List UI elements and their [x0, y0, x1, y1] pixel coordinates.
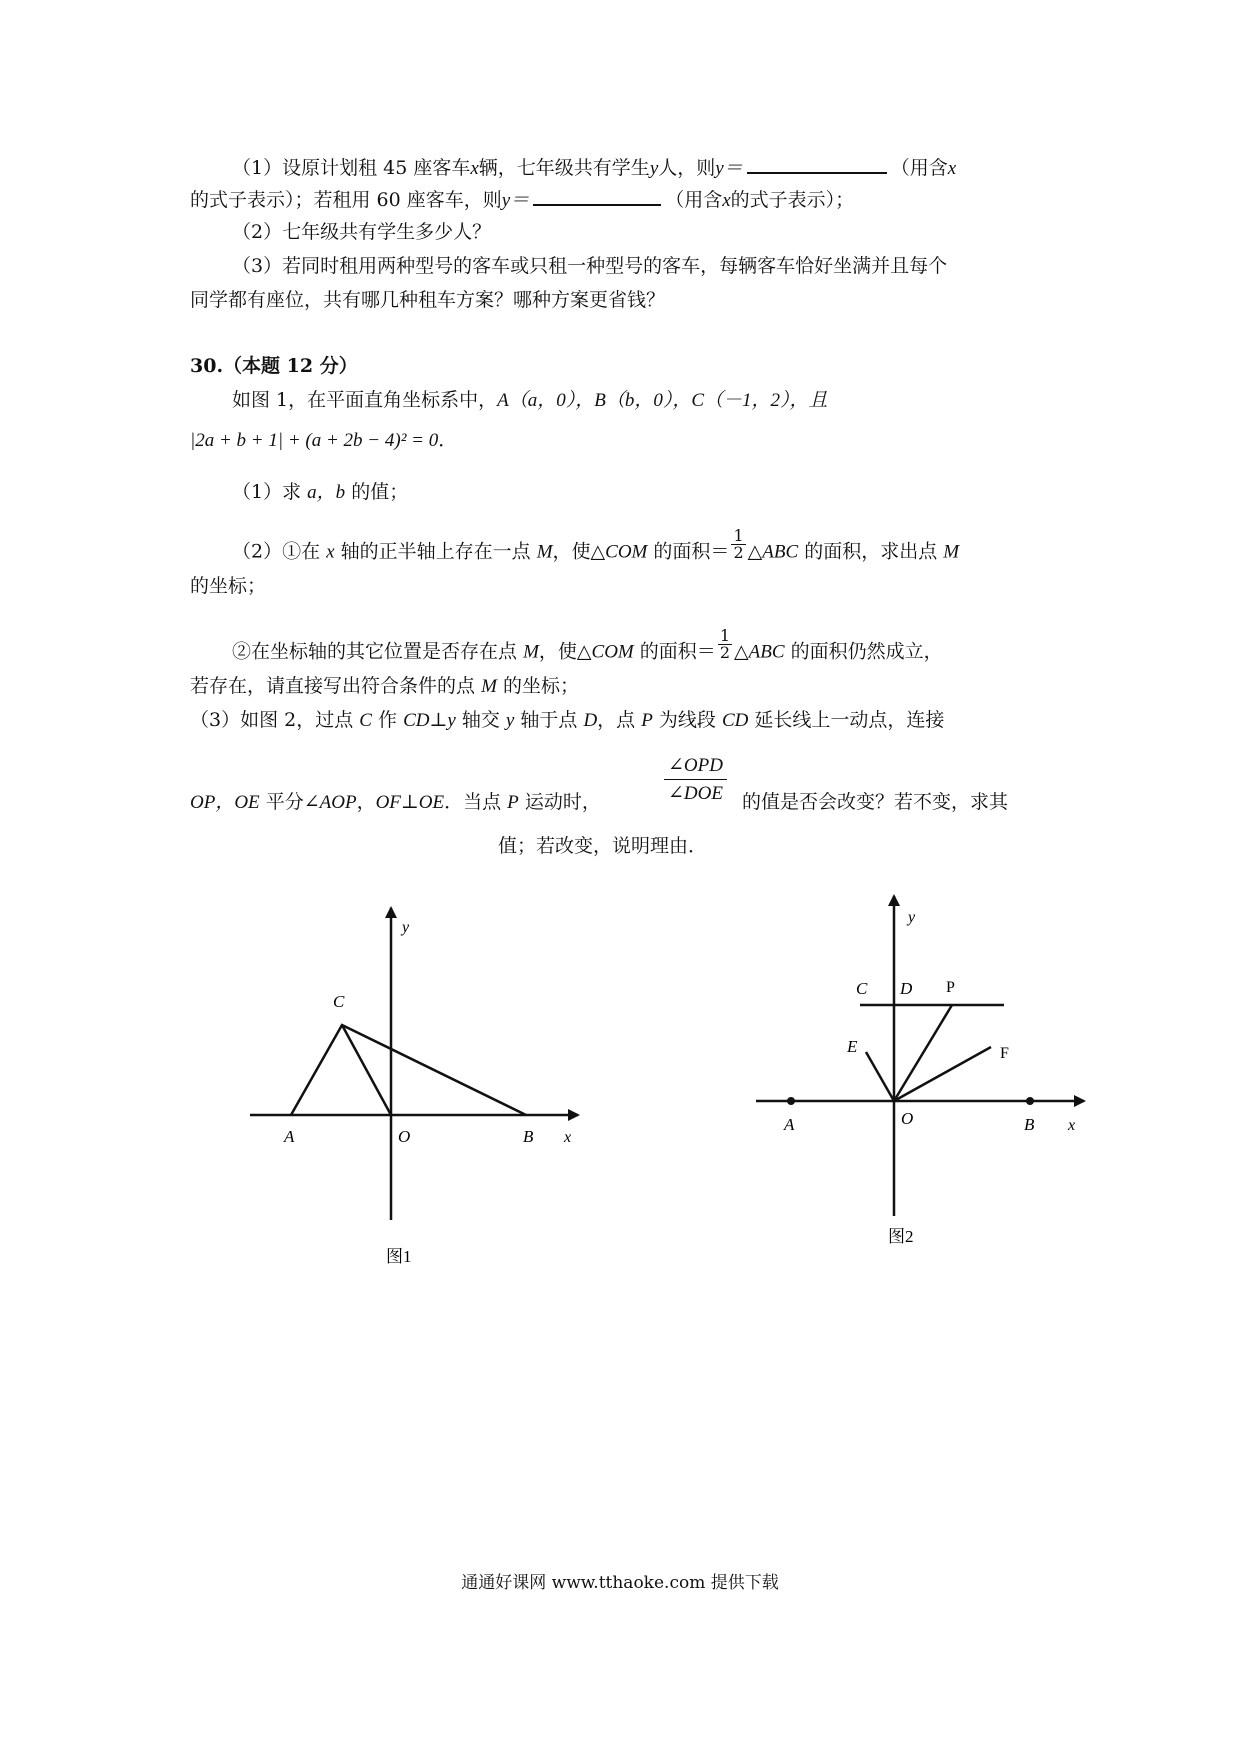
fig2-ray-op	[894, 1005, 952, 1101]
q30-subq3-line2: OP，OE 平分∠AOP，OF⊥OE．当点 P 运动时，	[190, 791, 601, 813]
fig1-label-y: y	[402, 919, 410, 936]
fig1-caption: 图1	[386, 1247, 412, 1266]
fig2-label-y: y	[908, 909, 916, 926]
answer-blank-1[interactable]	[747, 154, 887, 174]
q29-part3-line1: （3）若同时租用两种型号的客车或只租一种型号的客车，每辆客车恰好坐满并且每个	[232, 255, 948, 277]
q30-header: 30.（本题 12 分）	[190, 355, 358, 377]
fig2-point-a	[787, 1097, 795, 1105]
answer-blank-2[interactable]	[533, 186, 661, 206]
q30-subq2-line1: （2）①在 x 轴的正半轴上存在一点 M，使△COM 的面积＝ $\frac{1}{2}$ △ABC 的面积，求出点 M	[232, 526, 960, 563]
fig2-label-a: A	[784, 1115, 795, 1134]
fig1-triangle-abc	[291, 1025, 526, 1115]
figure-2	[750, 890, 1100, 1260]
page-footer: 通通好课网 www.tthaoke.com 提供下载	[461, 1573, 779, 1593]
q30-subq2-line2: 的坐标；	[190, 575, 267, 597]
angle-ratio-fraction: ∠OPD ∠DOE	[664, 754, 727, 805]
fig2-label-p: P	[946, 979, 955, 996]
fig2-label-f: F	[1000, 1045, 1009, 1062]
q30-subq2b-line2: 若存在，请直接写出符合条件的点 M 的坐标；	[190, 675, 579, 697]
q30-subq1: （1）求 a，b 的值；	[232, 481, 409, 503]
fig2-caption: 图2	[888, 1227, 914, 1246]
half-fraction-2: $\frac{1}{2}$	[719, 626, 730, 662]
fig2-label-d: D	[900, 979, 913, 998]
fig1-label-x: x	[564, 1129, 572, 1146]
fig2-point-b	[1026, 1097, 1034, 1105]
fig2-label-c: C	[856, 979, 868, 998]
figure-1	[240, 900, 600, 1280]
fig2-label-o: O	[901, 1109, 914, 1128]
q30-subq2b-line1: ②在坐标轴的其它位置是否存在点 M，使△COM 的面积＝ $\frac{1}{2}$ △ABC 的面积仍然成立，	[232, 626, 943, 663]
fig2-label-x: x	[1068, 1117, 1076, 1134]
q30-intro: 如图 1，在平面直角坐标系中，A（a，0），B（b，0），C（－1，2），且	[232, 389, 828, 411]
fig2-ray-of	[894, 1047, 991, 1101]
q30-equation: |2a + b + 1| + (a + 2b − 4)² = 0．	[190, 429, 458, 451]
fig1-label-b: B	[523, 1127, 534, 1146]
fig1-segment-co	[342, 1025, 391, 1115]
fig2-label-b: B	[1024, 1115, 1035, 1134]
fig1-label-c: C	[333, 992, 345, 1011]
half-fraction: $\frac{1}{2}$	[733, 526, 744, 562]
fig1-label-a: A	[284, 1127, 295, 1146]
q30-subq3-line2-tail: 的值是否会改变？若不变，求其	[742, 791, 1009, 813]
fig2-label-e: E	[847, 1037, 858, 1056]
fig2-ray-oe	[866, 1052, 894, 1101]
q29-part1-line1: （1）设原计划租 45 座客车x辆，七年级共有学生y人，则y＝ （用含x	[232, 154, 956, 181]
q30-subq3-line3: 值；若改变，说明理由．	[498, 835, 708, 857]
fig1-label-o: O	[398, 1127, 411, 1146]
q29-part3-line2: 同学都有座位，共有哪几种租车方案？哪种方案更省钱？	[190, 289, 666, 311]
q29-part1-line2: 的式子表示）；若租用 60 座客车，则y＝ （用含x的式子表示）；	[190, 186, 854, 213]
q29-part2: （2）七年级共有学生多少人？	[232, 221, 492, 243]
q30-subq3-line1: （3）如图 2，过点 C 作 CD⊥y 轴交 y 轴于点 D，点 P 为线段 CD 延长线上一动点，连接	[190, 709, 945, 731]
